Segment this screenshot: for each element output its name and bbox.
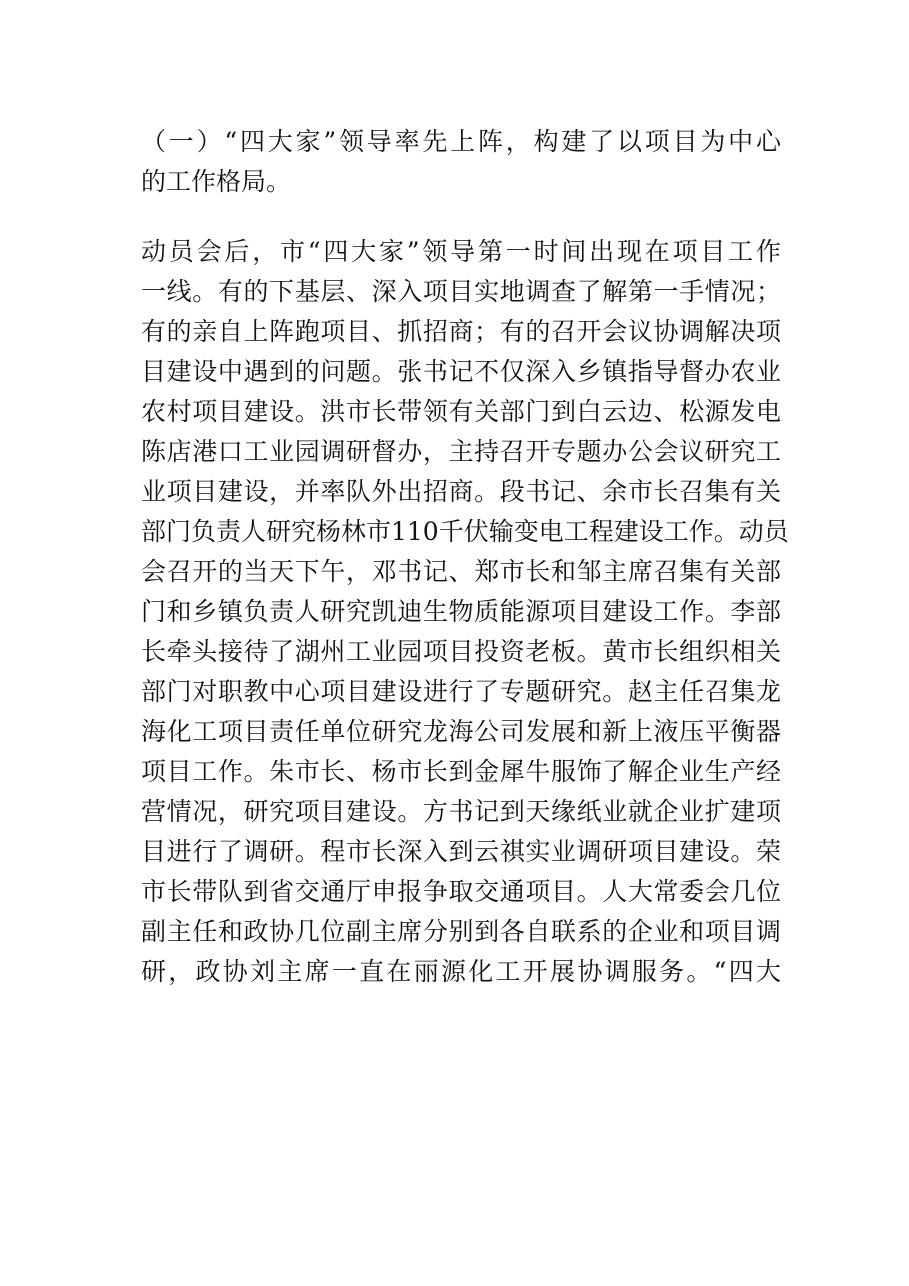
paragraph-line: 业项目建设，并率队外出招商。段书记、余市长召集有关 (141, 477, 781, 506)
paragraph-line: 副主任和政协几位副主席分别到各自联系的企业和项目调 (141, 917, 781, 946)
paragraph-line: 目进行了调研。程市长深入到云祺实业调研项目建设。荣 (141, 837, 781, 866)
paragraph-line: 研，政协刘主席一直在丽源化工开展协调服务。“四大 (141, 957, 781, 986)
paragraph-line: 市长带队到省交通厅申报争取交通项目。人大常委会几位 (141, 877, 781, 906)
paragraph-line: 门和乡镇负责人研究凯迪生物质能源项目建设工作。李部 (141, 597, 781, 626)
section-heading (141, 122, 781, 202)
paragraph-line: 会召开的当天下午，邓书记、郑市长和邹主席召集有关部 (141, 557, 781, 586)
paragraph-line: 目建设中遇到的问题。张书记不仅深入乡镇指导督办农业 (141, 357, 781, 386)
heading-line: 的工作格局。 (141, 167, 292, 196)
paragraph-line: 部门对职教中心项目建设进行了专题研究。赵主任召集龙 (141, 677, 781, 706)
paragraph-line: 有的亲自上阵跑项目、抓招商；有的召开会议协调解决项 (141, 317, 781, 346)
paragraph-line: 海化工项目责任单位研究龙海公司发展和新上液压平衡器 (141, 717, 781, 746)
paragraph-line: 部门负责人研究杨林市110千伏输变电工程建设工作。动员 (141, 517, 789, 546)
body-paragraph (141, 232, 789, 992)
paragraph-line: 长牵头接待了湖州工业园项目投资老板。黄市长组织相关 (141, 637, 781, 666)
paragraph-line: 项目工作。朱市长、杨市长到金犀牛服饰了解企业生产经 (141, 757, 781, 786)
paragraph-line: 农村项目建设。洪市长带领有关部门到白云边、松源发电 (141, 397, 781, 426)
paragraph-line: 陈店港口工业园调研督办，主持召开专题办公会议研究工 (141, 437, 781, 466)
paragraph-line: 营情况，研究项目建设。方书记到天缘纸业就企业扩建项 (141, 797, 781, 826)
heading-line: （一）“四大家”领导率先上阵，构建了以项目为中心 (141, 127, 781, 156)
paragraph-line: 动员会后，市“四大家”领导第一时间出现在项目工作 (141, 237, 781, 266)
paragraph-line: 一线。有的下基层、深入项目实地调查了解第一手情况； (141, 277, 781, 306)
